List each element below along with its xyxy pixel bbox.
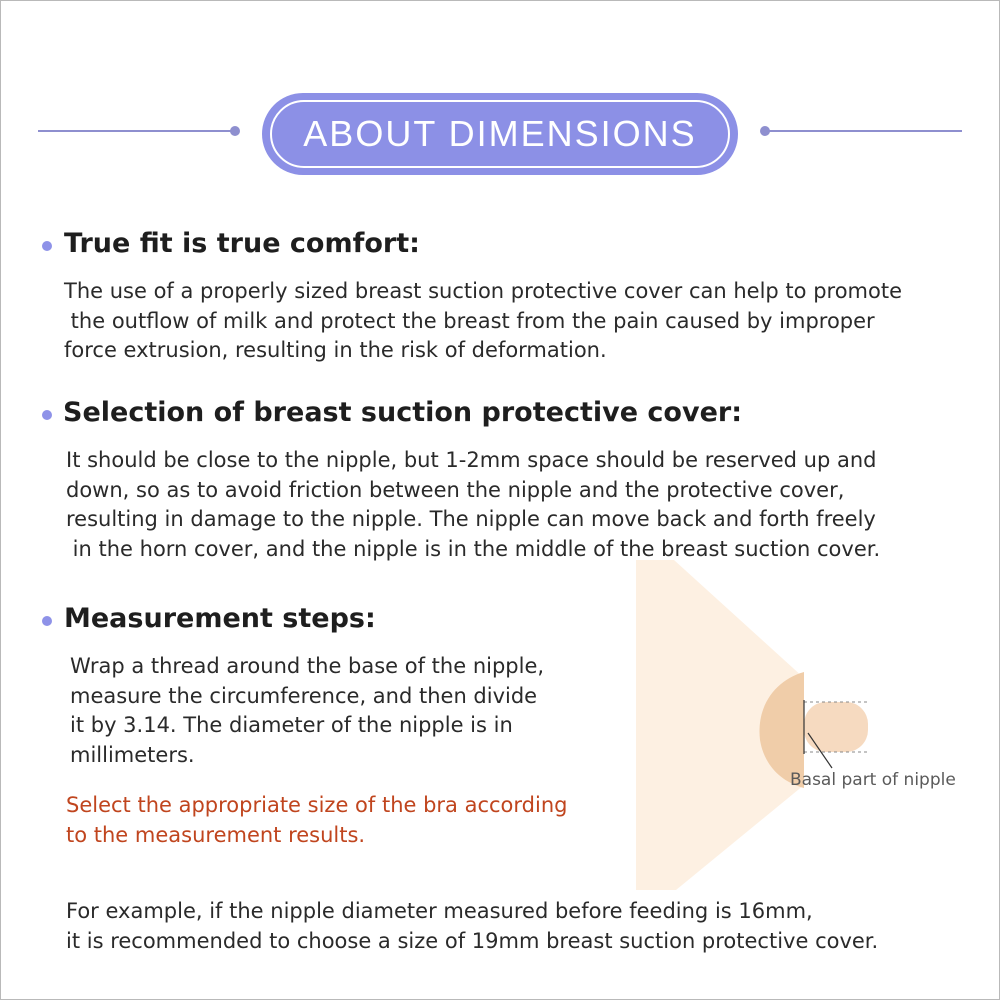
section-heading-measurement: Measurement steps:	[64, 603, 376, 634]
header-dot-left	[230, 126, 240, 136]
size-selection-note: Select the appropriate size of the bra according to the measurement results.	[66, 793, 568, 847]
nipple-shape	[804, 702, 868, 752]
section-heading-true-fit: True fit is true comfort:	[64, 228, 420, 259]
example-text: For example, if the nipple diameter measured before feeding is 16mm, it is recommended to choose a size of 19mm breast suction protective cover.	[66, 899, 879, 953]
basal-part-label: Basal part of nipple	[790, 770, 956, 790]
section-body-true-fit: The use of a properly sized breast suction protective cover can help to promote the outflow of milk and protect the breast from the pain caused by improper force extrusion, resulting in the risk of deformation.	[64, 279, 903, 362]
breast-shield-illustration	[636, 560, 976, 890]
bullet-icon	[42, 241, 52, 251]
header-rule-right	[766, 130, 962, 132]
title-banner	[262, 93, 738, 175]
header-rule-left	[38, 130, 234, 132]
section-body-measurement: Wrap a thread around the base of the nipple, measure the circumference, and then divide it by 3.14. The diameter of the nipple is in millimeters.	[70, 654, 545, 767]
section-body-selection: It should be close to the nipple, but 1-2mm space should be reserved up and down, so as to avoid friction between the nipple and the protective cover, resulting in damage to the nipple. The nipple can move back and forth freely in the horn cover, and the nipple is in the middle of the breast suction cover.	[66, 448, 881, 561]
bullet-icon	[42, 616, 52, 626]
section-heading-selection: Selection of breast suction protective cover:	[63, 397, 743, 428]
page-title: ABOUT DIMENSIONS	[303, 113, 697, 154]
bullet-icon	[42, 410, 52, 420]
title-banner-border	[270, 100, 730, 168]
